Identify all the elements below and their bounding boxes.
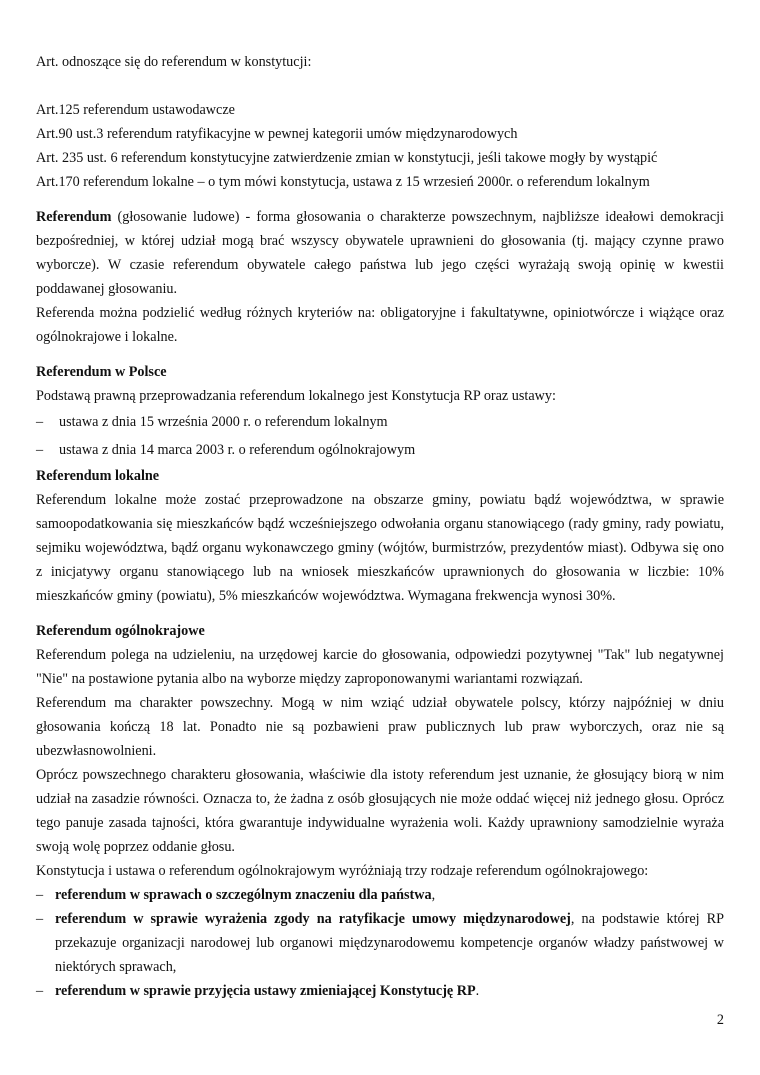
local-text: Referendum lokalne może zostać przeprowadzone na obszarze gminy, powiatu bądź województwa, w sprawie samoopodatkowania się mieszkańców bądź wcześniejszego odwołania organu stanowiącego (rady gminy, rady powiatu, sejmiku województwa, bądź organu wykonawczego gminy (wójtów, burmistrzów, prezydentów miast). Odbywa się ono z inicjatywy organu stanowiącego lub na wniosek mieszkańców uprawnionych do głosowania w liczbie: 10% mieszkańców gminy (powiatu), 5% mieszkańców województwa. Wymagana frekwencja wynosi 30%.: [36, 492, 724, 604]
definition-term: Referendum: [36, 209, 112, 225]
article-235: Art. 235 ust. 6 referendum konstytucyjne zatwierdzenie zmian w konstytucji, jeśli takowe mogły by wystąpić: [36, 150, 658, 166]
article-125: Art.125 referendum ustawodawcze: [36, 102, 235, 118]
poland-text: Podstawą prawną przeprowadzania referendum lokalnego jest Konstytucja RP oraz ustawy:: [36, 388, 556, 404]
national-paragraph-1: Referendum polega na udzieleniu, na urzędowej karcie do głosowania, odpowiedzi pozytywnej "Tak" lub negatywnej "Nie" na postawione pytania albo na wyborze między zaproponowanymi wariantami rozwiązań.: [36, 647, 724, 687]
national-heading: Referendum ogólnokrajowe: [36, 623, 205, 639]
laws-list: [36, 408, 724, 464]
definition-text: (głosowanie ludowe) - forma głosowania o charakterze powszechnym, najbliższe ideałowi demokracji bezpośredniej, w której udział mogą brać wszyscy obywatele uprawnieni do głosowania (tj. mający czynne prawo wyborcze). W czasie referendum obywatele całego państwa lub jego części wyrażają swoją opinię w kwestii poddawanej głosowaniu.: [36, 209, 724, 297]
national-paragraph-4: Konstytucja i ustawa o referendum ogólnokrajowym wyróżniają trzy rodzaje referendum ogólnokrajowego:: [36, 863, 649, 879]
article-90: Art.90 ust.3 referendum ratyfikacyjne w pewnej kategorii umów międzynarodowych: [36, 126, 518, 142]
referenda-types-paragraph: Referenda można podzielić według różnych kryteriów na: obligatoryjne i fakultatywne, opiniotwórcze i wiążące oraz ogólnokrajowe i lokalne.: [36, 305, 724, 345]
list-item: – ustawa z dnia 14 marca 2003 r. o referendum ogólnokrajowym: [36, 436, 724, 464]
local-heading: Referendum lokalne: [36, 468, 160, 484]
article-170: Art.170 referendum lokalne – o tym mówi konstytucja, ustawa z 15 wrzesień 2000r. o referendum lokalnym: [36, 174, 650, 190]
document-body: [36, 50, 724, 1003]
national-paragraph-3: Oprócz powszechnego charakteru głosowania, właściwie dla istoty referendum jest uznanie, że głosujący biorą w nim udział na zasadzie równości. Oznacza to, że żadna z osób głosujących nie może oddać więcej niż jednego głosu. Oprócz tego panuje zasada tajności, która gwarantuje indywidualne wyrażenia woli. Każdy uprawniony samodzielnie wyraża swoją wolę poprzez oddanie głosu.: [36, 767, 724, 855]
national-paragraph-2: Referendum ma charakter powszechny. Mogą w nim wziąć udział obywatele polscy, którzy najpóźniej w dniu głosowania kończą 18 lat. Ponadto nie są pozbawieni praw publicznych lub praw wyborczych, oraz nie są ubezwłasnowolnieni.: [36, 695, 724, 759]
list-item: – referendum w sprawie przyjęcia ustawy zmieniającej Konstytucję RP.: [36, 979, 724, 1003]
poland-heading: Referendum w Polsce: [36, 364, 167, 380]
definition-paragraph: [36, 205, 724, 301]
intro-heading: Art. odnoszące się do referendum w konstytucji:: [36, 54, 312, 70]
list-item: – referendum w sprawie wyrażenia zgody na ratyfikacje umowy międzynarodowej, na podstawie której RP przekazuje organizacji narodowej lub organowi międzynarodowemu kompetencje organów władzy państwowej w niektórych sprawach,: [36, 907, 724, 979]
list-item: – ustawa z dnia 15 września 2000 r. o referendum lokalnym: [36, 408, 724, 436]
page-number: 2: [716, 1012, 724, 1028]
list-item: – referendum w sprawach o szczególnym znaczeniu dla państwa,: [36, 883, 724, 907]
referendum-kinds-list: [36, 883, 724, 1003]
